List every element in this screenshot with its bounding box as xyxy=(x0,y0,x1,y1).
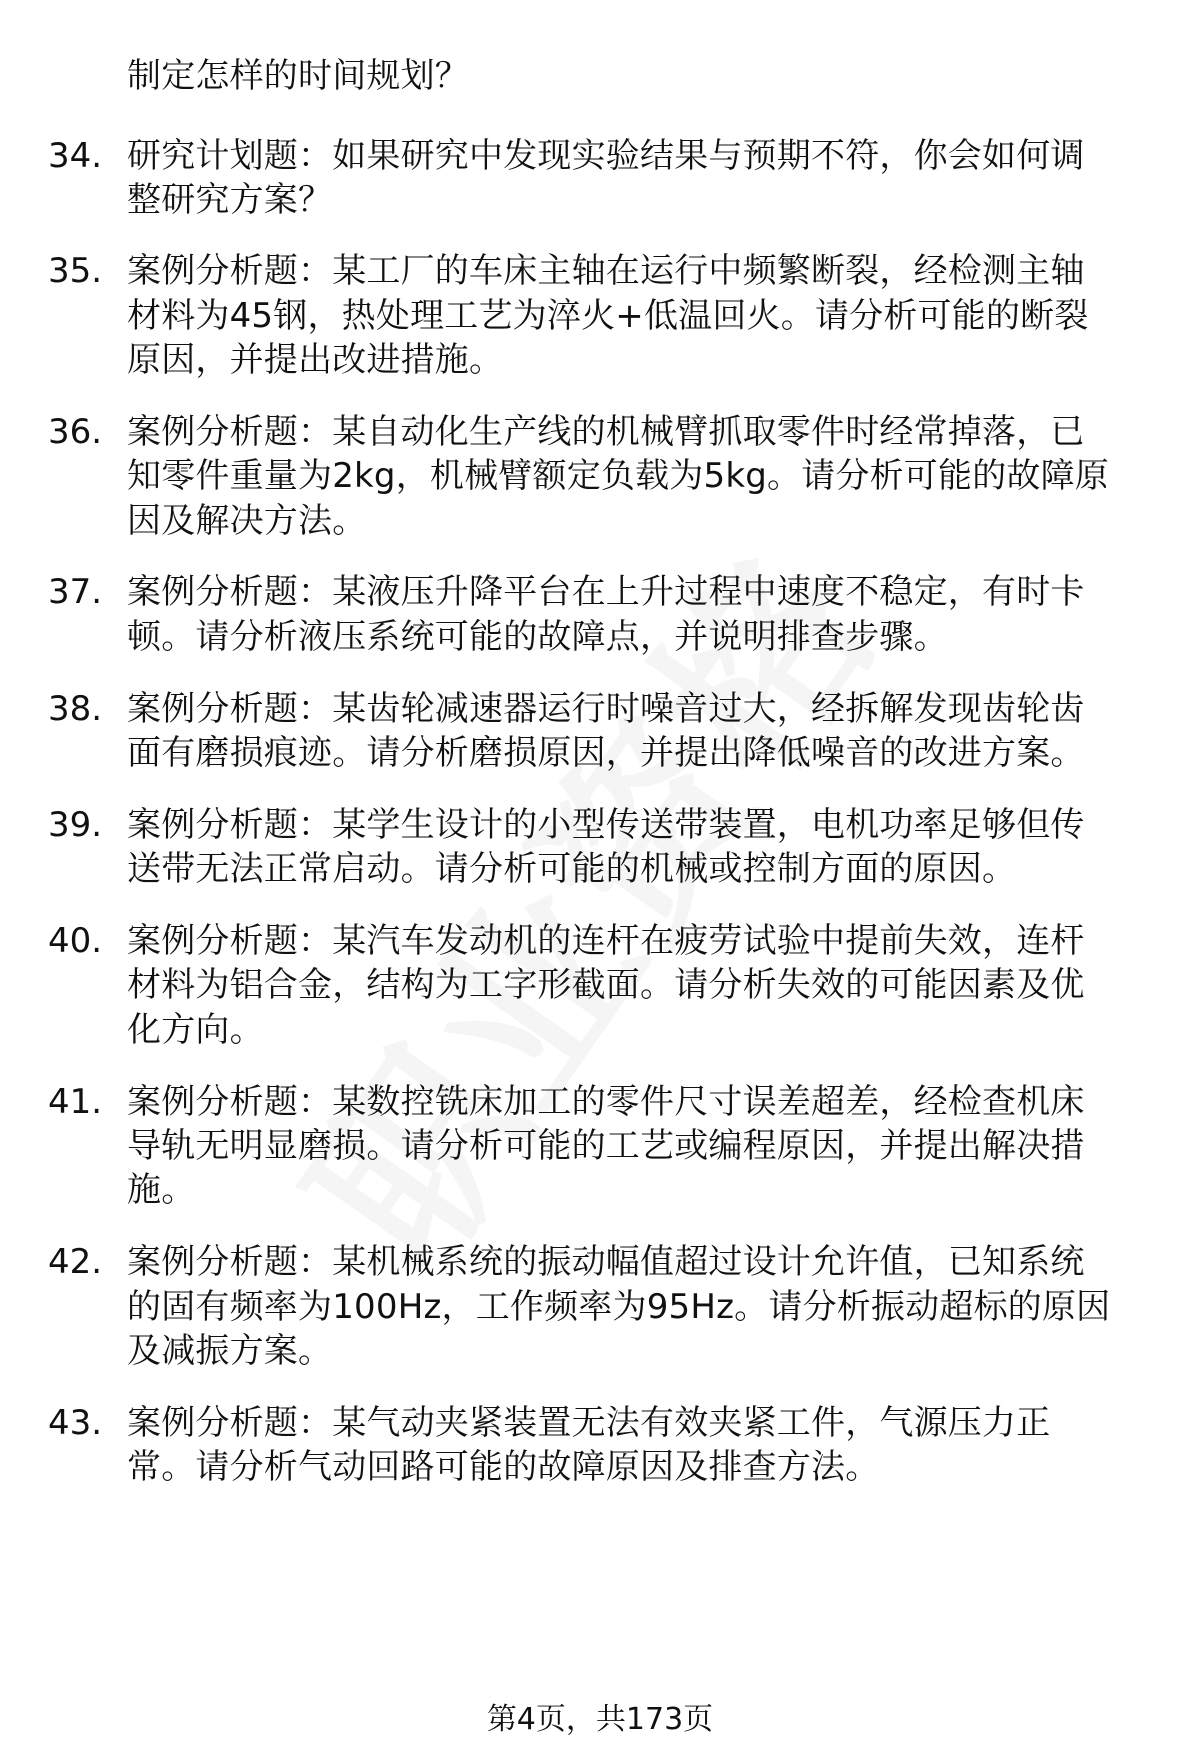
question-number: 40. xyxy=(48,921,103,961)
question-line: 材料为45钢，热处理工艺为淬火+低温回火。请分析可能的断裂 xyxy=(127,296,1089,336)
question-line: 案例分析题：某液压升降平台在上升过程中速度不稳定，有时卡 xyxy=(127,572,1085,612)
question-line: 化方向。 xyxy=(127,1010,264,1050)
question-number: 34. xyxy=(48,136,103,176)
question-line: 面有磨损痕迹。请分析磨损原因，并提出降低噪音的改进方案。 xyxy=(127,733,1085,773)
question-number: 41. xyxy=(48,1082,103,1122)
question-number: 42. xyxy=(48,1242,103,1282)
question-line: 案例分析题：某学生设计的小型传送带装置，电机功率足够但传 xyxy=(127,805,1085,845)
question-number: 38. xyxy=(48,689,103,729)
question-line: 研究计划题：如果研究中发现实验结果与预期不符，你会如何调 xyxy=(127,136,1085,176)
question-number: 36. xyxy=(48,412,103,452)
question-line: 施。 xyxy=(127,1170,196,1210)
question-line: 案例分析题：某气动夹紧装置无法有效夹紧工件，气源压力正 xyxy=(127,1403,1051,1443)
question-line: 整研究方案？ xyxy=(127,180,333,220)
question-line: 导轨无明显磨损。请分析可能的工艺或编程原因，并提出解决措 xyxy=(127,1126,1085,1166)
question-line: 案例分析题：某数控铣床加工的零件尺寸误差超差，经检查机床 xyxy=(127,1082,1085,1122)
question-line: 案例分析题：某机械系统的振动幅值超过设计允许值，已知系统 xyxy=(127,1242,1085,1282)
question-line: 案例分析题：某工厂的车床主轴在运行中频繁断裂，经检测主轴 xyxy=(127,251,1085,291)
question-line: 及减振方案。 xyxy=(127,1331,333,1371)
question-line: 案例分析题：某汽车发动机的连杆在疲劳试验中提前失效，连杆 xyxy=(127,921,1085,961)
question-line: 顿。请分析液压系统可能的故障点，并说明排查步骤。 xyxy=(127,617,948,657)
question-line: 的固有频率为100Hz，工作频率为95Hz。请分析振动超标的原因 xyxy=(127,1287,1111,1327)
question-line: 原因，并提出改进措施。 xyxy=(127,340,504,380)
continuation-line: 制定怎样的时间规划？ xyxy=(127,56,469,96)
question-line: 知零件重量为2kg，机械臂额定负载为5kg。请分析可能的故障原 xyxy=(127,456,1110,496)
question-line: 案例分析题：某齿轮减速器运行时噪音过大，经拆解发现齿轮齿 xyxy=(127,689,1085,729)
question-line: 因及解决方法。 xyxy=(127,501,367,541)
question-line: 案例分析题：某自动化生产线的机械臂抓取零件时经常掉落，已 xyxy=(127,412,1085,452)
question-number: 39. xyxy=(48,805,103,845)
question-line: 材料为铝合金，结构为工字形截面。请分析失效的可能因素及优 xyxy=(127,965,1085,1005)
page-footer: 第4页，共173页 xyxy=(486,1702,714,1737)
question-line: 常。请分析气动回路可能的故障原因及排查方法。 xyxy=(127,1447,880,1487)
question-number: 37. xyxy=(48,572,103,612)
question-line: 送带无法正常启动。请分析可能的机械或控制方面的原因。 xyxy=(127,849,1017,889)
question-number: 43. xyxy=(48,1403,103,1443)
question-number: 35. xyxy=(48,251,103,291)
